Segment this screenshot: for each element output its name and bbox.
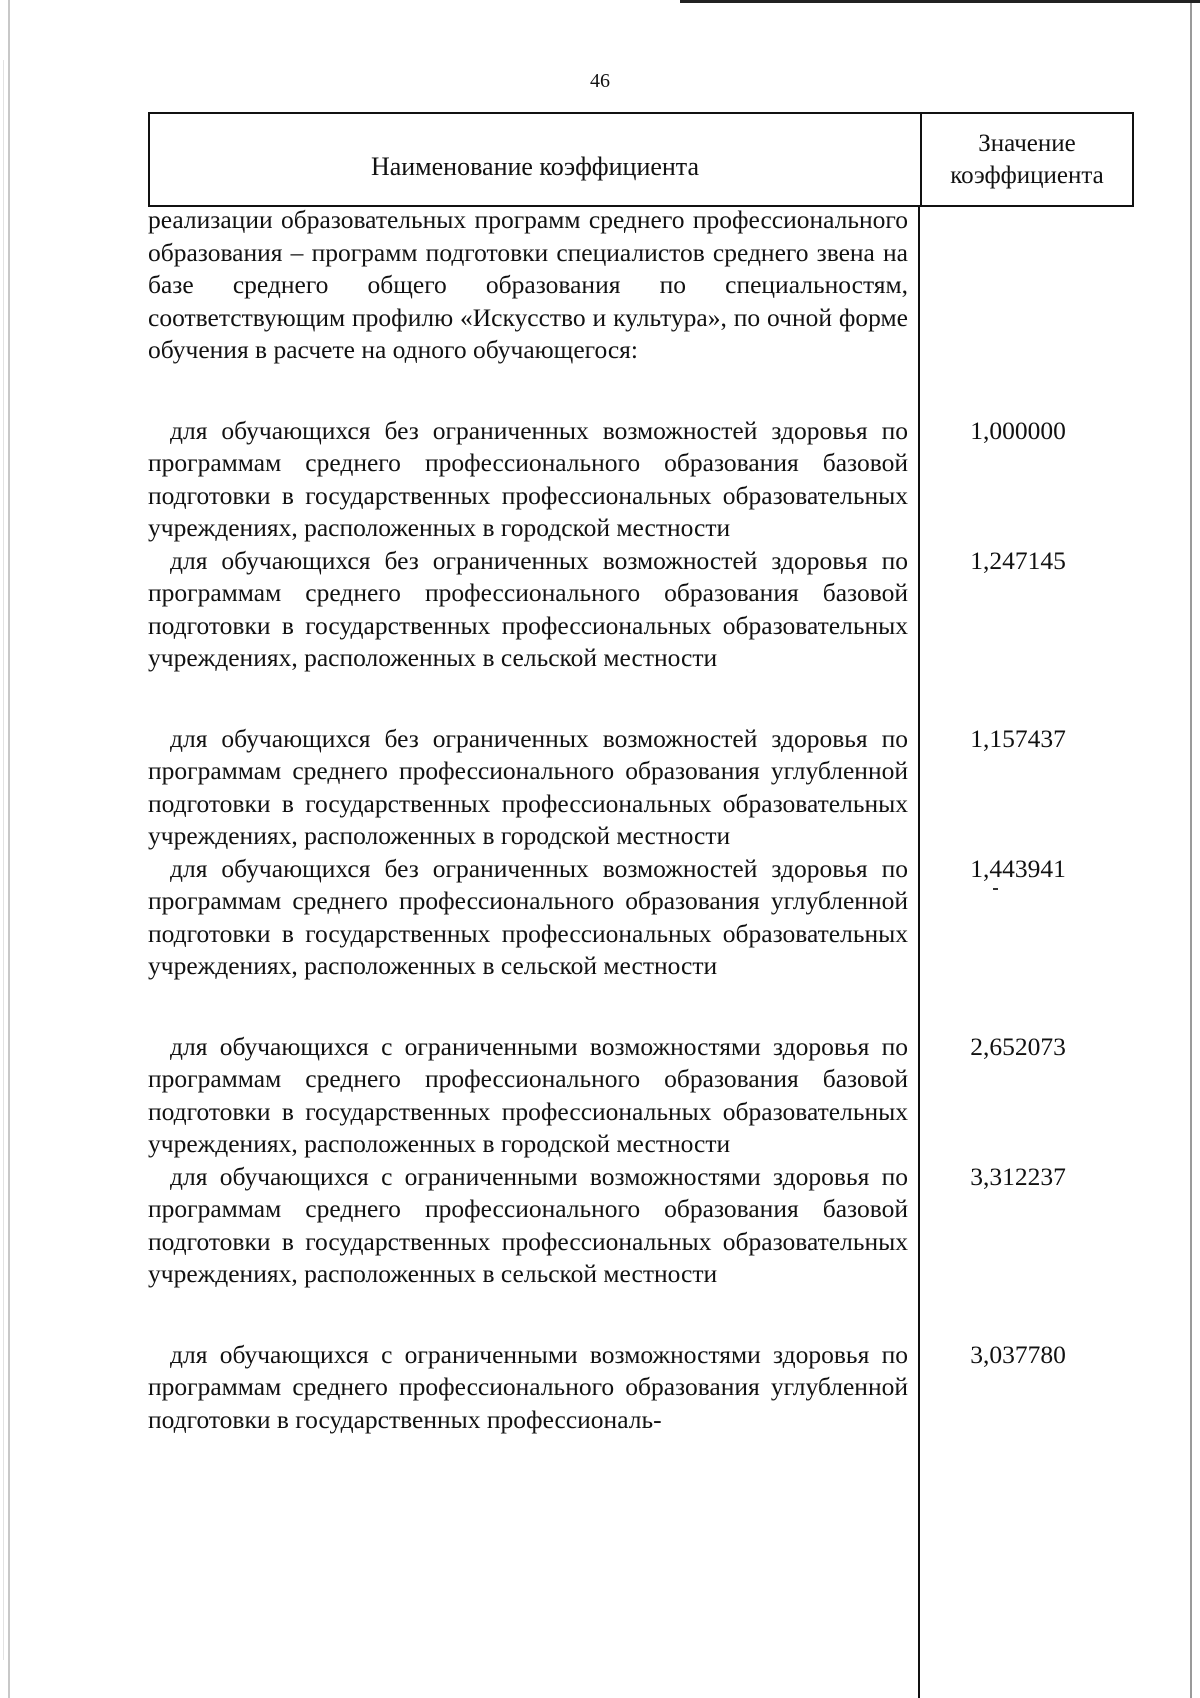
scan-edge-right	[1190, 0, 1192, 1698]
table-row	[148, 853, 1066, 983]
row-value: 3,037780	[970, 1339, 1066, 1369]
row-value: 1,000000	[970, 415, 1066, 445]
table-row	[148, 1031, 1066, 1161]
table-body	[148, 204, 1066, 1436]
row-text: для обучающихся с ограниченными возможностями здоровья по программам среднего профессионального образования базовой подготовки в государственных профессиональных образовательных учреждениях, расположенных в сельской местности	[148, 1161, 908, 1288]
scan-speck	[993, 888, 998, 890]
row-value: 1,247145	[970, 545, 1066, 575]
table-row	[148, 545, 1066, 675]
header-coefficient-name: Наименование коэффициента	[150, 114, 922, 205]
table-column-divider	[918, 207, 920, 1698]
scan-edge-top	[680, 0, 1200, 3]
row-value: 3,312237	[970, 1161, 1066, 1191]
table-row	[148, 1339, 1066, 1437]
scan-edge-left	[8, 0, 10, 1698]
row-text: для обучающихся без ограниченных возможностей здоровья по программам среднего профессионального образования базовой подготовки в государственных профессиональных образовательных учреждениях, расположенных в сельской местности	[148, 545, 908, 672]
intro-paragraph: реализации образовательных программ среднего профессионального образования – программ подготовки специалистов среднего звена на базе среднего общего образования по специальностям, соответствующим профилю «Искусство и культура», по очной форме обучения в расчете на одного обучающегося:	[148, 205, 908, 364]
scan-edge-left-inner	[3, 60, 4, 1660]
table-header	[148, 112, 1134, 207]
table-row	[148, 415, 1066, 545]
row-text: для обучающихся с ограниченными возможностями здоровья по программам среднего профессионального образования базовой подготовки в государственных профессиональных образовательных учреждениях, расположенных в городской местности	[148, 1031, 908, 1158]
row-value: 1,157437	[970, 723, 1066, 753]
table-row	[148, 1161, 1066, 1291]
header-coefficient-value: Значение коэффициента	[950, 129, 1104, 189]
row-text: для обучающихся с ограниченными возможностями здоровья по программам среднего профессионального образования углубленной подготовки в государственных профессиональ-	[148, 1339, 908, 1434]
row-text: для обучающихся без ограниченных возможностей здоровья по программам среднего профессионального образования углубленной подготовки в государственных профессиональных образовательных учреждениях, расположенных в сельской местности	[148, 853, 908, 980]
row-text: для обучающихся без ограниченных возможностей здоровья по программам среднего профессионального образования углубленной подготовки в государственных профессиональных образовательных учреждениях, расположенных в городской местности	[148, 723, 908, 850]
row-value: 2,652073	[970, 1031, 1066, 1061]
row-value: 1,443941	[970, 853, 1066, 883]
row-text: для обучающихся без ограниченных возможностей здоровья по программам среднего профессионального образования базовой подготовки в государственных профессиональных образовательных учреждениях, расположенных в городской местности	[148, 415, 908, 542]
page-number: 46	[590, 70, 610, 92]
table-row	[148, 723, 1066, 853]
